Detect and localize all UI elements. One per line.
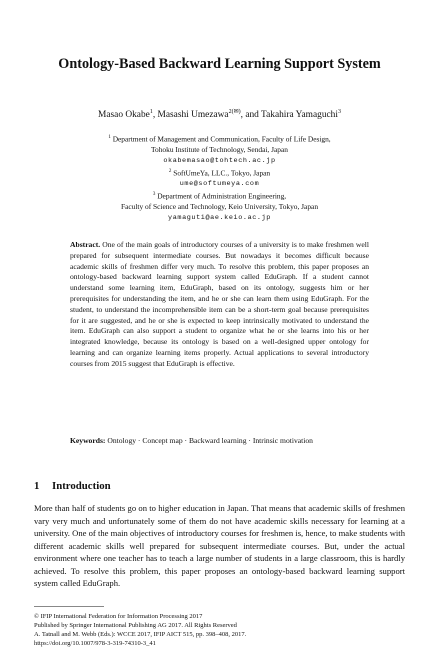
- footer-line: Published by Springer International Publishing AG 2017. All Rights Reserved: [34, 622, 237, 629]
- affiliation: [30, 133, 409, 145]
- abstract-text: One of the main goals of introductory courses of a university is to make freshmen well prepared for subsequent intermediate courses. But nowadays it becomes difficult because academic skills of freshmen differ very much. To resolve this problem, this paper proposes an ontology-based backward learning support system called EduGraph. If a student cannot understand some learning item, EduGraph, based on its ontology, suggests him or her prerequisites for understanding the item, and he or she can learn them using EduGraph. For the student, to understand the incomprehensible item can be a short-term goal because prerequisites for it are suggested, and he or she is expected to keep intrinsically motivated to understand the item. EduGraph can also support a student to organize what he or she learns into his or her integrated knowledge, because its ontology is based on a well-designed upper ontology for learning and can organize learning items properly. Actual applications to several introductory courses from 2015 suggest that EduGraph is effective.: [70, 240, 369, 368]
- affiliation: [30, 190, 409, 202]
- affiliation-email[interactable]: yamaguti@ae.keio.ac.jp: [168, 213, 271, 222]
- section-number: 1: [34, 480, 40, 492]
- affiliation-mark: 2: [168, 168, 172, 174]
- author-name: Masao Okabe: [98, 110, 150, 121]
- author-affil-mark: 2(✉): [228, 109, 241, 115]
- affiliation-email[interactable]: okabemasao@tohtech.ac.jp: [163, 157, 276, 166]
- doi-link[interactable]: https://doi.org/10.1007/978-3-319-74310-3_41: [34, 640, 156, 647]
- affiliation-line: Department of Administration Engineering,: [157, 191, 287, 201]
- footer-line: A. Tatnall and M. Webb (Eds.): WCCE 2017, IFIP AICT 515, pp. 398–408, 2017.: [34, 631, 247, 638]
- section-body: More than half of students go on to higher education in Japan. That means that academic skills of freshmen vary very much and unfortunately some of them do not have academic skills necessary for learning at a university. One of the main objectives of introductory courses for freshmen is, hence, to make students with different academic skills well prepared for subsequent intermediate courses. But, under the actual environment where one teacher has to teach a large number of students in a large classroom, this is hardly achieved. To resolve this problem, this paper proposes an ontology-based backward learning support system called EduGraph.: [34, 503, 405, 588]
- affiliation-mark: 1: [108, 135, 111, 140]
- affiliation-line: Tohoku Institute of Technology, Sendai, Japan: [151, 145, 288, 155]
- author-separator: ,: [152, 110, 158, 121]
- abstract: [70, 240, 369, 370]
- abstract-label: Abstract.: [70, 240, 101, 249]
- affiliation-email[interactable]: ume@softumeya.com: [179, 180, 260, 189]
- footer-divider: [34, 606, 104, 607]
- section-title: Introduction: [52, 480, 111, 492]
- section-heading: [34, 480, 111, 492]
- copyright-footer: [34, 612, 414, 648]
- author-affil-mark: 1: [149, 109, 153, 115]
- affiliation-mark: 3: [152, 191, 156, 197]
- author-name: Masashi Umezawa: [157, 110, 229, 121]
- keywords-text: Ontology · Concept map · Backward learning · Intrinsic motivation: [107, 436, 313, 445]
- author-affil-mark: 3: [337, 109, 341, 115]
- keywords-label: Keywords:: [70, 436, 106, 445]
- author-name: Takahira Yamaguchi: [261, 110, 338, 121]
- author-separator: , and: [240, 110, 262, 121]
- affiliation-line: SoftUmeYa, LLC., Tokyo, Japan: [173, 168, 271, 178]
- author-list: [30, 106, 409, 121]
- affiliation: [30, 167, 409, 179]
- affiliation-line: Department of Management and Communication, Faculty of Life Design,: [112, 134, 331, 144]
- affiliation-line: Faculty of Science and Technology, Keio University, Tokyo, Japan: [120, 202, 319, 212]
- paper-title: Ontology-Based Backward Learning Support System: [58, 56, 381, 72]
- footer-line: © IFIP International Federation for Information Processing 2017: [34, 613, 203, 620]
- affiliations: [30, 133, 409, 224]
- keywords: [70, 436, 369, 447]
